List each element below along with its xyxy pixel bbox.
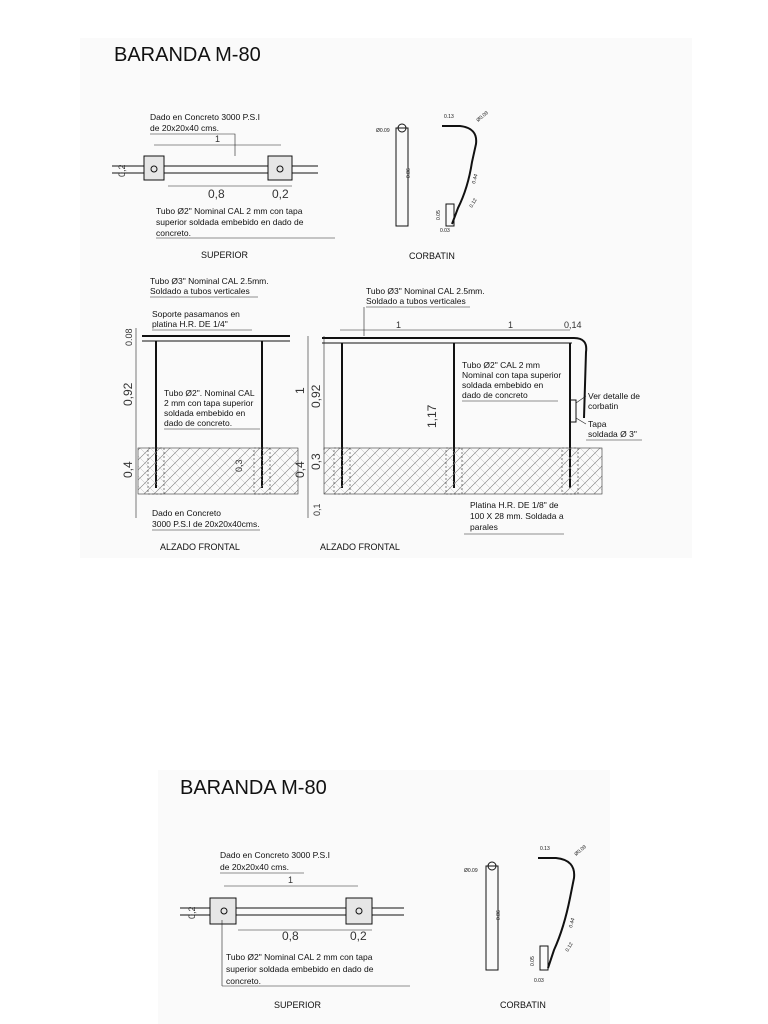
- ground-section: [324, 448, 602, 494]
- drawing-title: BARANDA M-80: [114, 44, 261, 66]
- dim-label: 0.03: [440, 228, 450, 234]
- note-tubo3-line-2: Soldado a tubos verticales: [150, 286, 250, 296]
- dim-label: 0.03: [534, 978, 544, 984]
- dim-label: 0,2: [187, 906, 197, 919]
- dim-label: 0.05: [436, 210, 442, 220]
- caption-corbatin: CORBATIN: [500, 1000, 546, 1010]
- note-tubo-line-3: concreto.: [226, 976, 261, 986]
- note-platina-line-2: 100 X 28 mm. Soldada a: [470, 511, 564, 521]
- caption-alzado-right: ALZADO FRONTAL: [320, 542, 400, 552]
- note-tubo3-line-1: Tubo Ø3" Nominal CAL 2.5mm.: [150, 276, 269, 286]
- note-platina-line-3: parales: [470, 522, 498, 532]
- dim-label: 0,1: [312, 503, 322, 516]
- sheet-1-drawing: [80, 38, 692, 558]
- note-soporte-line-1: Soporte pasamanos en: [152, 309, 240, 319]
- dim-label: 0,2: [272, 187, 289, 201]
- note-ver-line-1: Ver detalle de: [588, 391, 640, 401]
- dim-label: 0,14: [564, 320, 582, 330]
- dim-label: 0.12: [564, 941, 575, 953]
- dim-label: 1: [508, 320, 514, 330]
- caption-alzado-left: ALZADO FRONTAL: [160, 542, 240, 552]
- dim-label: 0,8: [282, 929, 299, 943]
- drawing-sheet-2: [158, 770, 610, 1024]
- dim-label: Ø0.09: [573, 844, 588, 858]
- note-tubo2-line-1: Tubo Ø2" CAL 2 mm: [462, 360, 540, 370]
- caption-superior: SUPERIOR: [201, 250, 249, 260]
- note-dado-line-1: Dado en Concreto 3000 P.S.I: [150, 112, 260, 122]
- concrete-block-left: [144, 156, 164, 180]
- alzado-frontal-left: [121, 276, 298, 552]
- corbatin-detail: [376, 110, 490, 261]
- note-tubo2-line-4: dado de concreto.: [164, 418, 233, 428]
- dim-label: 0,3: [309, 453, 323, 470]
- note-tubo-line-2: superior soldada embebido en dado de: [226, 964, 374, 974]
- corbatin-detail: [464, 844, 588, 1010]
- note-tubo2-line-2: Nominal con tapa superior: [462, 370, 562, 380]
- note-tubo-line-1: Tubo Ø2" Nominal CAL 2 mm con tapa: [226, 952, 373, 962]
- note-tapa-line-2: soldada Ø 3": [588, 429, 637, 439]
- sheet-2-drawing: [158, 770, 610, 1024]
- dim-label: 0.12: [468, 197, 479, 209]
- dim-label: 0.86: [406, 168, 412, 178]
- note-dado-line-2: 3000 P.S.I de 20x20x40cms.: [152, 519, 260, 529]
- dim-label: 1,17: [425, 404, 439, 428]
- superior-plan-view: [180, 850, 410, 1010]
- dim-label: 0,92: [309, 384, 323, 408]
- dim-label: 0.13: [540, 846, 550, 852]
- drawing-sheet-1: [80, 38, 692, 558]
- dim-label: 0.44: [471, 173, 480, 185]
- superior-plan-view: [112, 112, 335, 260]
- dim-label: 0,3: [234, 459, 244, 472]
- note-dado-line-1: Dado en Concreto 3000 P.S.I: [220, 850, 330, 860]
- note-ver-line-2: corbatin: [588, 401, 619, 411]
- dim-label: 0,4: [121, 461, 135, 478]
- dim-label: Ø0.09: [475, 110, 490, 124]
- alzado-frontal-right: [293, 286, 642, 552]
- note-tubo2-line-3: soldada embebido en: [462, 380, 544, 390]
- note-tubo2-line-2: 2 mm con tapa superior: [164, 398, 254, 408]
- concrete-block-right: [268, 156, 292, 180]
- dim-label: 0.08: [124, 328, 134, 346]
- dim-label: 1: [288, 875, 294, 885]
- dim-label: 1: [215, 134, 221, 144]
- note-dado-line-2: de 20x20x40 cms.: [150, 123, 219, 133]
- note-tubo2-line-3: soldada embebido en: [164, 408, 246, 418]
- dim-label: 0.44: [568, 917, 577, 929]
- dim-label: 0.05: [530, 956, 536, 966]
- caption-corbatin: CORBATIN: [409, 251, 455, 261]
- dim-label: 0,8: [208, 187, 225, 201]
- note-tubo2-line-4: dado de concreto: [462, 390, 528, 400]
- dim-label: 0,2: [117, 164, 127, 177]
- note-tubo-line-2: superior soldada embebido en dado de: [156, 217, 304, 227]
- dim-label: 0,2: [350, 929, 367, 943]
- concrete-block-left: [210, 898, 236, 924]
- note-tubo-line-1: Tubo Ø2" Nominal CAL 2 mm con tapa: [156, 206, 303, 216]
- dim-label: Ø0.09: [376, 128, 390, 134]
- note-soporte-line-2: platina H.R. DE 1/4": [152, 319, 228, 329]
- concrete-block-right: [346, 898, 372, 924]
- note-tubo3-line-1: Tubo Ø3" Nominal CAL 2.5mm.: [366, 286, 485, 296]
- drawing-title: BARANDA M-80: [180, 777, 327, 799]
- dim-label: 0.13: [444, 114, 454, 120]
- dim-label: 1: [396, 320, 402, 330]
- note-tubo3-line-2: Soldado a tubos verticales: [366, 296, 466, 306]
- dim-label: 0.86: [496, 910, 502, 920]
- dim-label: 1: [293, 387, 307, 394]
- note-platina-line-1: Platina H.R. DE 1/8" de: [470, 500, 559, 510]
- note-tubo2-line-1: Tubo Ø2". Nominal CAL: [164, 388, 255, 398]
- dim-label: 0,4: [293, 461, 307, 478]
- dim-label: 0,92: [121, 382, 135, 406]
- ground-section: [138, 448, 298, 494]
- note-dado-line-1: Dado en Concreto: [152, 508, 221, 518]
- caption-superior: SUPERIOR: [274, 1000, 322, 1010]
- dim-label: Ø0.09: [464, 868, 478, 874]
- note-tapa-line-1: Tapa: [588, 419, 607, 429]
- note-dado-line-2: de 20x20x40 cms.: [220, 862, 289, 872]
- note-tubo-line-3: concreto.: [156, 228, 191, 238]
